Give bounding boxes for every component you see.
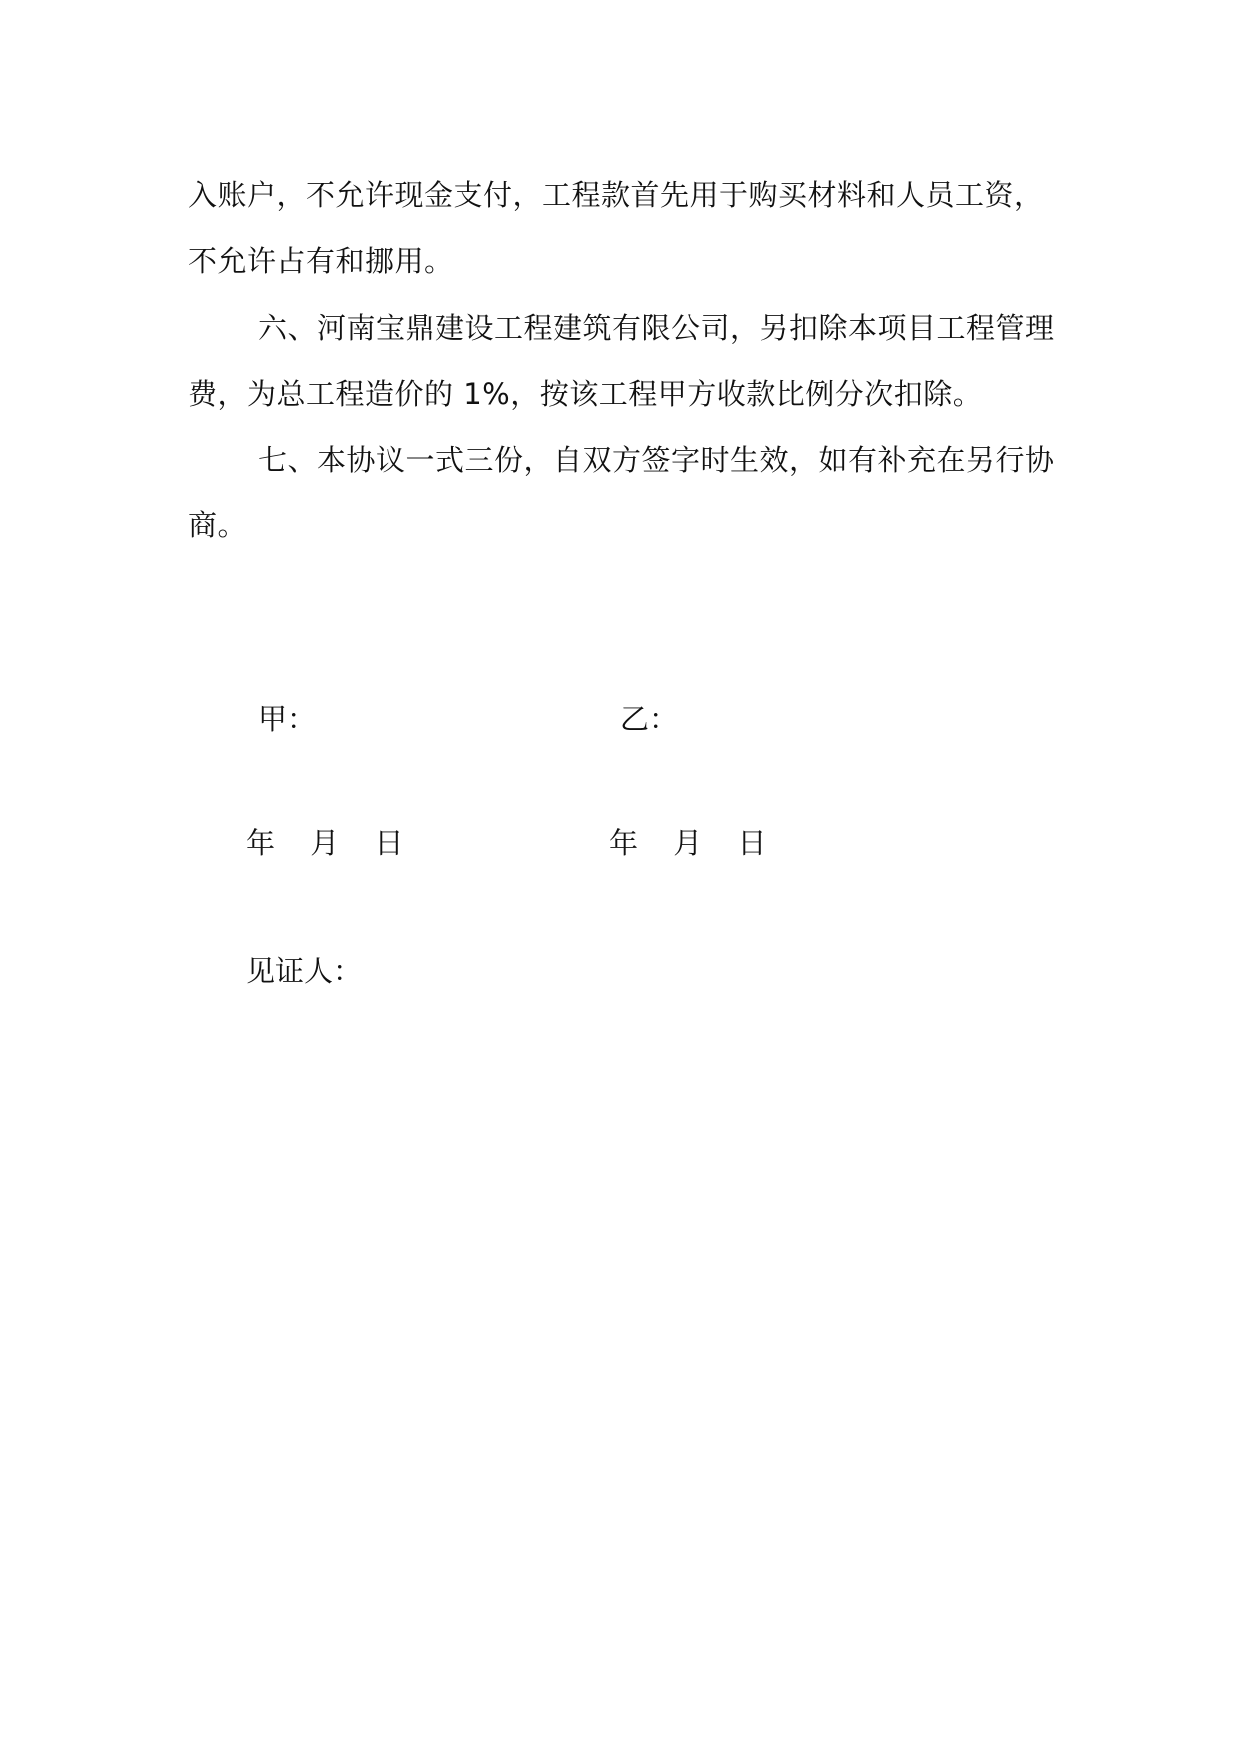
paragraph-line: 六、河南宝鼎建设工程建筑有限公司，另扣除本项目工程管理 — [258, 311, 1055, 345]
date-year: 年 — [609, 826, 639, 860]
party-a-date — [246, 826, 404, 860]
party-a-label: 甲： — [258, 702, 317, 736]
witness-label: 见证人： — [246, 954, 363, 988]
date-month: 月 — [310, 826, 340, 860]
date-month: 月 — [673, 826, 703, 860]
date-day: 日 — [737, 826, 767, 860]
date-day: 日 — [374, 826, 404, 860]
paragraph-line: 费，为总工程造价的 1%，按该工程甲方收款比例分次扣除。 — [188, 377, 983, 411]
party-b-label: 乙： — [620, 702, 679, 736]
paragraph-line: 不允许占有和挪用。 — [188, 244, 454, 278]
paragraph-line: 入账户，不允许现金支付，工程款首先用于购买材料和人员工资， — [188, 178, 1044, 212]
paragraph-line: 七、本协议一式三份，自双方签字时生效，如有补充在另行协 — [258, 443, 1055, 477]
party-b-date — [609, 826, 767, 860]
paragraph-line: 商。 — [188, 508, 248, 542]
date-year: 年 — [246, 826, 276, 860]
